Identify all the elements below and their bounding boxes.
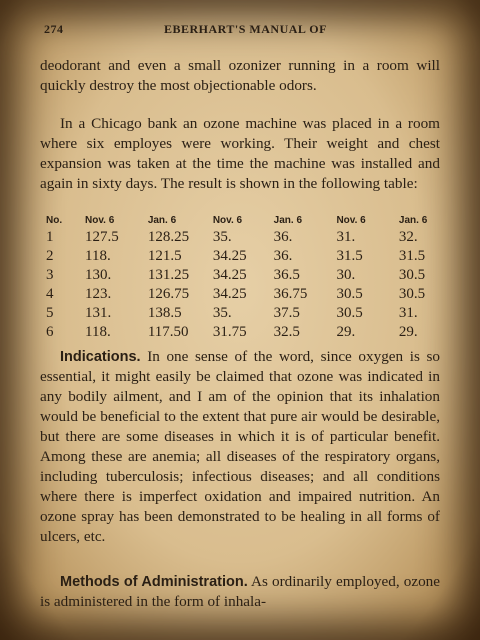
table-cell: 126.75: [147, 286, 190, 302]
table-cell: 35.: [212, 305, 232, 321]
table-cell: 32.5: [273, 324, 300, 340]
table-cell: 131.: [85, 305, 112, 321]
table-cell: 31.: [336, 229, 356, 245]
table-cell: 35.: [212, 229, 232, 245]
table-header-row: [38, 214, 448, 228]
table-cell: 30.5: [398, 267, 426, 283]
paragraph-chicago-bank: In a Chicago bank an ozone machine was placed in a room where six employes were working. Their weight and chest expansion was taken at the time the machine was installed and again in sixty days. The result is shown in the following table:: [40, 115, 440, 192]
column-header: Nov. 6: [85, 215, 115, 226]
table-cell: 36.5: [273, 267, 300, 283]
column-header: Jan. 6: [398, 215, 428, 226]
indications-body: In one sense of the word, since oxygen is so essential, it might easily be claimed that ozone was indicated in any bodily ailment, and I am of the opinion that its inhalation would be beneficial to the extent that pure air would be desirable, but there are some diseases in which it is of particular benefit. Among these are anemia; all diseases of the respiratory organs, including tuberculosis; infectious diseases; and all conditions where there is imperfect oxidation and impaired nutrition. An ozone spray has been demonstrated to be healing in all forms of ulcers, etc.: [40, 348, 440, 545]
table-row: [38, 323, 448, 342]
column-header: Jan. 6: [273, 215, 303, 226]
table-cell: 30.5: [398, 286, 426, 302]
table-cell: 34.25: [212, 267, 247, 283]
table-cell: 138.5: [147, 305, 182, 321]
table-cell: 29.: [398, 324, 418, 340]
column-header: Nov. 6: [212, 215, 243, 226]
paragraph-deodorant: deodorant and even a small ozonizer running in a room will quickly destroy the most objectionable odors.: [40, 57, 440, 94]
table-cell: 34.25: [212, 286, 247, 302]
table-cell: 4: [46, 286, 54, 302]
results-table: [38, 214, 448, 342]
table-cell: 127.5: [85, 229, 119, 245]
table-cell: 36.: [273, 248, 293, 264]
table-row: [38, 247, 448, 266]
table-cell: 131.25: [147, 267, 190, 283]
methods-heading: Methods of Administration.: [60, 574, 248, 590]
paragraph-methods: [40, 572, 440, 612]
table-cell: 31.: [398, 305, 418, 321]
table-cell: 2: [46, 248, 54, 264]
table-cell: 32.: [398, 229, 418, 245]
table-cell: 29.: [336, 324, 356, 340]
table-cell: 30.: [336, 267, 356, 283]
table-cell: 36.: [273, 229, 293, 245]
table-cell: 6: [46, 324, 54, 340]
table-cell: 31.75: [212, 324, 247, 340]
table-row: [38, 304, 448, 323]
column-header: No.: [46, 215, 63, 226]
paragraph-indications: [40, 347, 440, 547]
table-row: [38, 285, 448, 304]
table-cell: 31.5: [398, 248, 426, 264]
table-cell: 30.5: [336, 305, 363, 321]
table-cell: 118.: [85, 248, 111, 264]
table-cell: 121.5: [147, 248, 182, 264]
table-cell: 30.5: [336, 286, 363, 302]
table-cell: 123.: [85, 286, 112, 302]
table-cell: 34.25: [212, 248, 247, 264]
page-number: 274: [44, 22, 64, 36]
table-cell: 37.5: [273, 305, 300, 321]
table-cell: 1: [46, 229, 54, 245]
indications-heading: Indications.: [60, 349, 141, 365]
table-cell: 3: [46, 267, 54, 283]
table-cell: 118.: [85, 324, 111, 340]
column-header: Nov. 6: [336, 215, 366, 226]
column-header: Jan. 6: [147, 215, 177, 226]
table-cell: 117.50: [147, 324, 189, 340]
table-row: [38, 228, 448, 247]
table-cell: 128.25: [147, 229, 190, 245]
table-row: [38, 266, 448, 285]
methods-body: As ordinarily employed, ozone is administered in the form of inhala-: [40, 573, 440, 610]
running-title: EBERHART'S MANUAL OF: [164, 22, 327, 36]
table-cell: 36.75: [273, 286, 308, 302]
table-cell: 31.5: [336, 248, 363, 264]
table-cell: 130.: [85, 267, 112, 283]
table-cell: 5: [46, 305, 54, 321]
